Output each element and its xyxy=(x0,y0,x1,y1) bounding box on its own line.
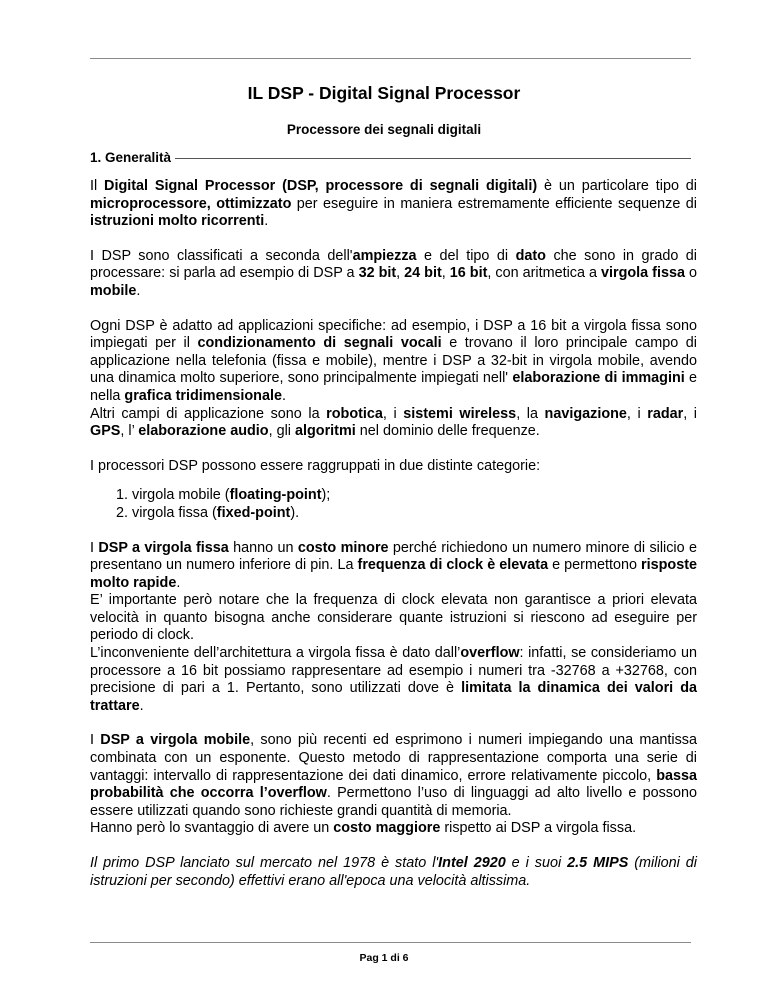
page-number: Pag 1 di 6 xyxy=(359,952,409,964)
bottom-rule xyxy=(90,942,691,943)
paragraph-fixed-point: I DSP a virgola fissa hanno un costo minore perché richiedono un numero minore di silicio e presentano un numero inferiore di pin. La frequenza di clock è elevata e permettono risposte molto rapide. E’ importante però notare che la frequenza di clock elevata non garantisce a priori elevata velocità in quanto bisogna anche considerare quante istruzioni si riescono ad eseguire per periodo di clock. L’inconveniente dell’architettura a virgola fissa è dato dall’overflow: infatti, se consideriamo un processore a 16 bit possiamo rappresentare ad esempio i numeri tra -32768 a +32768, con precisione di pari a 1. Pertanto, sono utilizzati dove è limitata la dinamica dei valori da trattare. xyxy=(90,539,697,714)
section-heading xyxy=(90,150,691,165)
section-heading-label: 1. Generalità xyxy=(90,150,172,165)
top-rule xyxy=(90,58,691,59)
paragraph-applications: Ogni DSP è adatto ad applicazioni specifiche: ad esempio, i DSP a 16 bit a virgola fissa sono impiegati per il condizionamento di segnali vocali e trovano il loro principale campo di applicazione nella telefonia (fissa e mobile), mentre i DSP a 32-bit in virgola mobile, avendo una dinamica molto superiore, sono principalmente impiegati nell' elaborazione di immagini e nella grafica tridimensionale. Altri campi di applicazione sono la robotica, i sistemi wireless, la navigazione, i radar, i GPS, l’ elaborazione audio, gli algoritmi nel dominio delle frequenze. xyxy=(90,317,697,440)
list-item: 1. virgola mobile (floating-point); xyxy=(132,487,697,505)
paragraph-categories-intro: I processori DSP possono essere raggruppati in due distinte categorie: xyxy=(90,457,541,474)
paragraph-intro: Il Digital Signal Processor (DSP, processore di segnali digitali) è un particolare tipo di microprocessore, ottimizzato per eseguire in maniera estremamente efficiente sequenze di istruzioni molto ricorrenti. xyxy=(90,178,698,230)
page-subtitle: Processore dei segnali digitali xyxy=(286,122,482,137)
categories-list xyxy=(90,487,697,522)
section-heading-rule xyxy=(175,158,691,159)
paragraph-classification: I DSP sono classificati a seconda dell'ampiezza e del tipo di dato che sono in grado di processare: si parla ad esempio di DSP a 32 bit, 24 bit, 16 bit, con aritmetica a virgola fissa o mobile. xyxy=(90,247,698,299)
document-body xyxy=(90,178,697,907)
list-item: 2. virgola fissa (fixed-point). xyxy=(132,505,697,523)
paragraph-floating-point: I DSP a virgola mobile, sono più recenti ed esprimono i numeri impiegando una mantissa combinata con un esponente. Questo metodo di rappresentazione comporta una serie di vantaggi: intervallo di rappresentazione dei dati dinamico, errore relativamente piccolo, bassa probabilità che occorra l’overflow. Permettono l’uso di linguaggi ad alto livello e possono essere utilizzati quando sono richieste grandi quantità di memoria. Hanno però lo svantaggio di avere un costo maggiore rispetto ai DSP a virgola fissa. xyxy=(90,732,697,837)
page-title: IL DSP - Digital Signal Processor xyxy=(247,83,521,103)
paragraph-history: Il primo DSP lanciato sul mercato nel 1978 è stato l'Intel 2920 e i suoi 2.5 MIPS (milioni di istruzioni per secondo) effettivi erano all'epoca una velocità altissima. xyxy=(90,855,698,889)
